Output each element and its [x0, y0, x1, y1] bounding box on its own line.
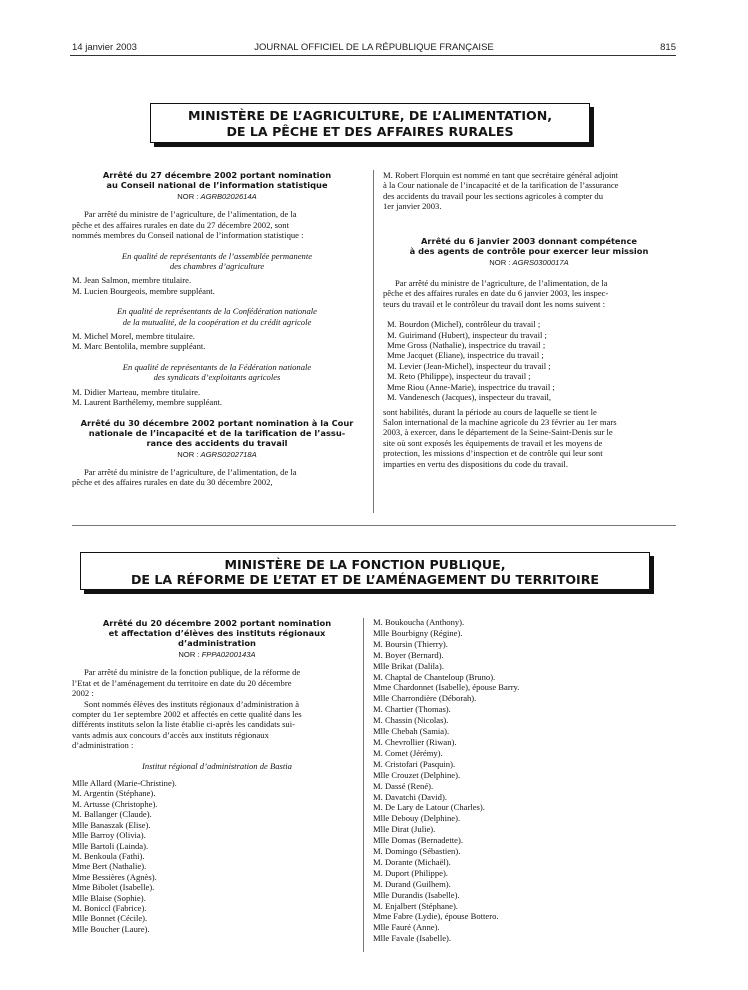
student-list-right: [373, 617, 673, 944]
list-item: M. Reto (Philippe), inspecteur du travail ;: [387, 371, 531, 382]
list-item: M. Durand (Guilhem).: [373, 878, 451, 889]
list-item: Mlle Chebah (Samia).: [373, 726, 450, 737]
list-item: Mlle Allard (Marie-Christine).: [72, 778, 177, 789]
list-item: M. Dorante (Michaël).: [373, 856, 451, 867]
ministry-heading-line1: MINISTÈRE DE L’AGRICULTURE, DE L’ALIMENTATION,: [187, 108, 553, 123]
list-item: Mme Bert (Nathalie).: [72, 861, 147, 872]
list-item: M. Chartier (Thomas).: [373, 704, 451, 715]
list-item: Mme Bessières (Agnès).: [72, 871, 157, 882]
list-item: M. Enjalbert (Stéphane).: [373, 900, 458, 911]
list-item: M. Vandenesch (Jacques), inspecteur du travail,: [387, 392, 552, 403]
left-column-fonction-publique: [72, 618, 362, 934]
arrete-27-dec-body: Par arrêté du ministre de l’agriculture, de l’alimentation, de la pêche et des affaires rurales en date du 27 décembre 2002, sont nommés membres du Conseil national de l’information statistique :: [72, 209, 304, 241]
list-item: M. Boyer (Bernard).: [373, 649, 444, 660]
header-rule: [70, 55, 676, 56]
arrete-6-jan-title: Arrêté du 6 janvier 2003 donnant compétence à des agents de contrôle pour exercer leur mission: [409, 235, 649, 256]
list-item: M. Cristofari (Pasquin).: [373, 758, 456, 769]
nor-reference: NOR : AGRB0202614A: [177, 192, 257, 201]
list-item: Mlle Domas (Bernadette).: [373, 835, 463, 846]
list-item: Mlle Boucher (Laure).: [72, 923, 150, 934]
list-item: M. Chassin (Nicolas).: [373, 715, 449, 726]
list-item: Mme Riou (Anne-Marie), inspectrice du travail ;: [387, 381, 555, 392]
column-separator: [373, 170, 374, 513]
list-item: Mme Gross (Nathalie), inspectrice du travail ;: [387, 340, 546, 351]
list-item: M. Dassé (René).: [373, 780, 434, 791]
list-item: Mlle Debouy (Delphine).: [373, 813, 461, 824]
list-item: M. Ballanger (Claude).: [72, 809, 152, 820]
list-item: M. Levier (Jean-Michel), inspecteur du travail ;: [387, 360, 551, 371]
list-item: M. Boukoucha (Anthony).: [373, 617, 465, 627]
list-item: Mme Bibolet (Isabelle).: [72, 882, 155, 893]
member-line: M. Marc Bentolila, membre suppléant.: [72, 341, 206, 352]
ministry-heading-line1: MINISTÈRE DE LA FONCTION PUBLIQUE,: [224, 557, 506, 572]
left-column-agriculture: [72, 170, 362, 488]
member-line: M. Didier Marteau, membre titulaire.: [72, 386, 201, 397]
list-item: Mlle Durandis (Isabelle).: [373, 889, 460, 900]
arrete-30-dec-title: Arrêté du 30 décembre 2002 portant nomination à la Cour nationale de l’incapacité et de la tarification de l’assu- rance des accidents du travail: [80, 417, 354, 448]
group-heading: En qualité de représentants de la Confédération nationale de la mutualité, de la coopération et du crédit agricole: [117, 306, 317, 327]
arrete-20-dec-body: Par arrêté du ministre de la fonction publique, de la réforme de l’Etat et de l’aménagement du territoire en date du 20 décembre 2002 : Sont nommés élèves des instituts régionaux d’administration à compter du 1er septembre 2002 et affectés en cette qualité dans les différents instituts selon la liste établie ci-après les candidats sui- vants admis aux concours d’accès aux instituts régionaux d’administration :: [72, 667, 302, 751]
group-heading: En qualité de représentants de la Fédération nationale des syndicats d’exploitants agricoles: [122, 361, 312, 383]
list-item: M. Duport (Philippe).: [373, 867, 448, 878]
member-line: M. Laurent Barthélemy, membre suppléant.: [72, 397, 223, 408]
member-line: M. Michel Morel, membre titulaire.: [72, 331, 195, 342]
section-separator: [72, 525, 676, 526]
journal-title: JOURNAL OFFICIEL DE LA RÉPUBLIQUE FRANÇAISE: [254, 42, 494, 53]
ministry-fonction-publique-heading: [80, 552, 650, 590]
list-item: Mlle Blaise (Sophie).: [72, 892, 146, 903]
list-item: Mme Fabre (Lydie), épouse Bottero.: [373, 911, 499, 922]
list-item: M. Boniccl (Fabrice).: [72, 902, 147, 913]
list-item: Mlle Charrondière (Déborah).: [373, 693, 477, 704]
ministry-heading-line2: DE LA RÉFORME DE L’ETAT ET DE L’AMÉNAGEMENT DU TERRITOIRE: [130, 572, 600, 587]
ministry-agriculture-heading: [150, 103, 590, 143]
agents-list: [383, 319, 675, 402]
group-heading: En qualité de représentants de l’assemblée permanente des chambres d’agriculture: [121, 250, 313, 272]
list-item: Mlle Brikat (Dalila).: [373, 660, 444, 671]
list-item: Mlle Banaszak (Elise).: [72, 819, 151, 830]
arrete-6-jan-closing: sont habilités, durant la période au cours de laquelle se tient le Salon international de la machine agricole du 23 février au 1er mars 2003, à exercer, dans le département de la Seine-Saint-Denis sur le site où sont exposés les équipements de travail et les moyens de protection, les missions d’inspection et de contrôle qui leur sont imparties en vertu des dispositions du code du travail.: [383, 406, 617, 469]
arrete-27-dec-title: Arrêté du 27 décembre 2002 portant nomination au Conseil national de l’information statistique: [102, 170, 332, 190]
member-line: M. Jean Salmon, membre titulaire.: [72, 275, 192, 286]
list-item: Mme Chardonnet (Isabelle), épouse Barry.: [373, 682, 520, 693]
member-line: M. Lucien Bourgeois, membre suppléant.: [72, 285, 215, 296]
list-item: Mme Jacquet (Eliane), inspectrice du travail ;: [387, 350, 544, 361]
list-item: M. Comet (Jérémy).: [373, 747, 443, 758]
list-item: Mlle Barroy (Olivia).: [72, 830, 146, 841]
list-item: Mlle Bartoli (Lainda).: [72, 840, 149, 851]
list-item: M. De Lary de Latour (Charles).: [373, 802, 485, 813]
header-date: 14 janvier 2003: [72, 42, 137, 53]
list-item: M. Boursin (Thierry).: [373, 638, 448, 649]
arrete-30-dec-continuation: M. Robert Florquin est nommé en tant que secrétaire général adjoint à la Cour nationale de l’incapacité et de la tarification de l’assurance des accidents du travail pour les sections agricoles à compter du 1er janvier 2003.: [383, 170, 619, 212]
list-item: Mlle Bonnet (Cécile).: [72, 913, 148, 924]
list-item: M. Guirimand (Hubert), inspecteur du travail ;: [387, 329, 547, 340]
nor-reference: NOR : FPPA0200143A: [178, 650, 256, 659]
list-item: Mlle Favale (Isabelle).: [373, 933, 452, 944]
list-item: M. Davatchi (David).: [373, 791, 447, 802]
list-item: M. Chevrollier (Riwan).: [373, 736, 457, 747]
page-number: 815: [660, 42, 676, 53]
list-item: Mlle Crouzet (Delphine).: [373, 769, 461, 780]
list-item: M. Bourdon (Michel), contrôleur du travail ;: [387, 319, 541, 330]
list-item: Mlle Dirat (Julie).: [373, 824, 436, 835]
nor-reference: NOR : AGRS0300017A: [489, 257, 569, 267]
arrete-6-jan-body: Par arrêté du ministre de l’agriculture, de l’alimentation, de la pêche et des affaires rurales en date du 6 janvier 2003, les inspec- teurs du travail et le contrôleur du travail dont les noms suivent :: [383, 278, 609, 309]
list-item: M. Domingo (Sébastien).: [373, 846, 461, 857]
list-item: Mlle Fauré (Anne).: [373, 922, 440, 933]
nor-reference: NOR : AGRS0202718A: [177, 449, 257, 459]
right-column-agriculture: [383, 170, 675, 469]
list-item: M. Artusse (Christophe).: [72, 798, 158, 809]
column-separator: [363, 618, 364, 952]
list-item: M. Chaptal de Chanteloup (Bruno).: [373, 671, 496, 682]
list-item: Mlle Bourbigny (Régine).: [373, 627, 463, 638]
institute-heading: Institut régional d’administration de Bastia: [142, 760, 292, 771]
arrete-20-dec-title: Arrêté du 20 décembre 2002 portant nomination et affectation d’élèves des instituts régionaux d’administration: [102, 618, 332, 648]
list-item: M. Benkoula (Fathi).: [72, 850, 145, 861]
ministry-heading-line2: DE LA PÊCHE ET DES AFFAIRES RURALES: [226, 124, 514, 139]
list-item: M. Argentin (Stéphane).: [72, 788, 156, 799]
arrete-30-dec-body: Par arrêté du ministre de l’agriculture, de l’alimentation, de la pêche et des affaires rurales en date du 30 décembre 2002,: [72, 466, 297, 488]
student-list-left: [72, 778, 362, 934]
